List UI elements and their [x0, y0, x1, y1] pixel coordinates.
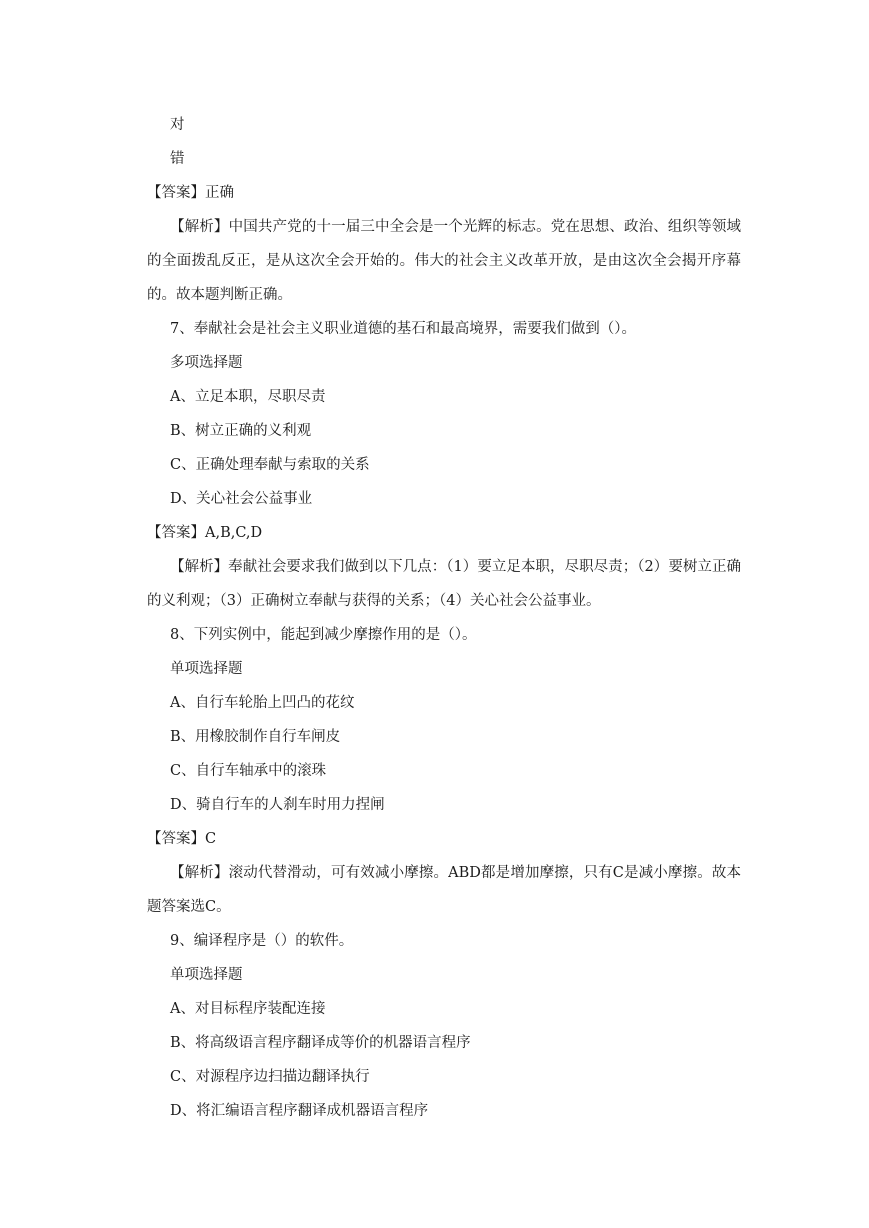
q6-analysis: [147, 210, 741, 312]
answer-label: 【答案】: [147, 185, 205, 201]
analysis-text: 滚动代替滑动，可有效减小摩擦。ABD都是增加摩擦，只有C是减小摩擦。故本题答案选C。: [147, 865, 741, 915]
analysis-label: 【解析】: [170, 865, 229, 881]
q9-option-a: A、对目标程序装配连接: [170, 1001, 326, 1017]
answer-label: 【答案】: [147, 525, 205, 541]
analysis-text: 中国共产党的十一届三中全会是一个光辉的标志。党在思想、政治、组织等领域的全面拨乱反正，是从这次全会开始的。伟大的社会主义改革开放，是由这次全会揭开序幕的。故本题判断正确。: [147, 219, 742, 303]
answer-value: 正确: [205, 185, 234, 201]
document-content: [147, 108, 741, 1128]
q8-option-d: D、骑自行车的人刹车时用力捏闸: [170, 797, 385, 813]
q8-option-a: A、自行车轮胎上凹凸的花纹: [170, 695, 355, 711]
q9-option-c: C、对源程序边扫描边翻译执行: [170, 1069, 370, 1085]
q9-option-b: B、将高级语言程序翻译成等价的机器语言程序: [170, 1035, 471, 1051]
analysis-label: 【解析】: [170, 219, 229, 235]
analysis-label: 【解析】: [170, 559, 229, 575]
answer-value: C: [205, 831, 217, 847]
q8-option-b: B、用橡胶制作自行车闸皮: [170, 729, 341, 745]
q8-question: 8、下列实例中，能起到减少摩擦作用的是（）。: [170, 627, 477, 643]
q8-type: 单项选择题: [170, 661, 243, 677]
q9-type: 单项选择题: [170, 967, 243, 983]
option-false: 错: [170, 151, 185, 167]
answer-label: 【答案】: [147, 831, 205, 847]
q7-option-b: B、树立正确的义利观: [170, 423, 312, 439]
q7-answer: [147, 516, 741, 550]
q6-answer: [147, 176, 741, 210]
q9-question: 9、编译程序是（）的软件。: [170, 933, 354, 949]
q7-question: 7、奉献社会是社会主义职业道德的基石和最高境界，需要我们做到（）。: [170, 321, 636, 337]
q7-option-c: C、正确处理奉献与索取的关系: [170, 457, 370, 473]
q8-option-c: C、自行车轴承中的滚珠: [170, 763, 327, 779]
q7-option-d: D、关心社会公益事业: [170, 491, 313, 507]
q7-option-a: A、立足本职，尽职尽责: [170, 389, 326, 405]
option-true: 对: [170, 117, 185, 133]
q9-option-d: D、将汇编语言程序翻译成机器语言程序: [170, 1103, 429, 1119]
answer-value: A,B,C,D: [205, 525, 263, 541]
q7-type: 多项选择题: [170, 355, 243, 371]
q8-analysis: [147, 856, 741, 924]
q8-answer: [147, 822, 741, 856]
analysis-text: 奉献社会要求我们做到以下几点：（1）要立足本职，尽职尽责；（2）要树立正确的义利观；（3）正确树立奉献与获得的关系；（4）关心社会公益事业。: [147, 559, 741, 609]
q7-analysis: [147, 550, 741, 618]
